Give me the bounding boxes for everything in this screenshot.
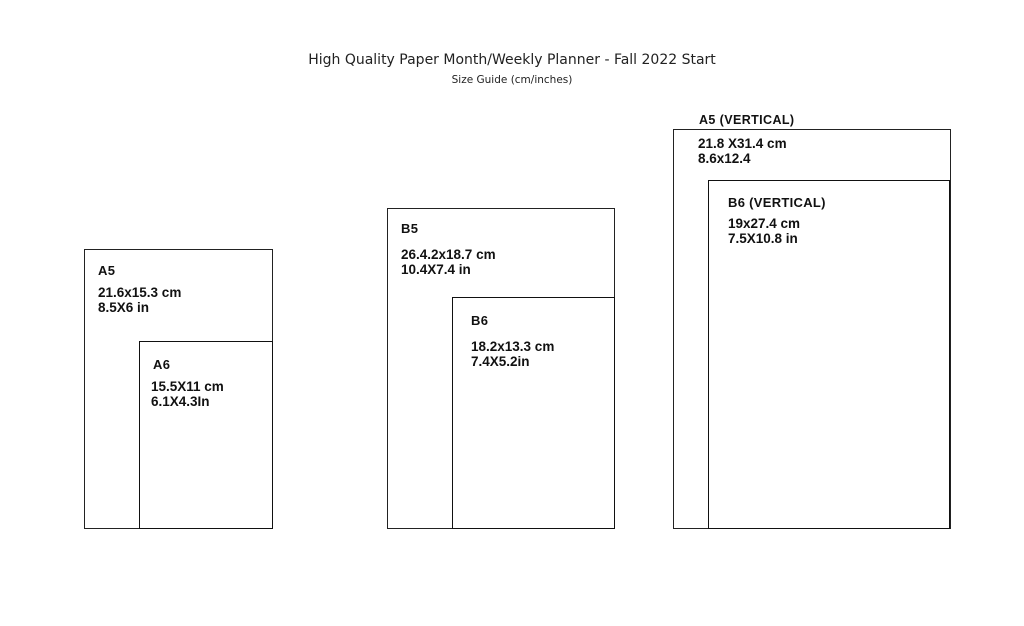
page-title: High Quality Paper Month/Weekly Planner - Fall 2022 Start [308, 52, 716, 68]
a6-dimensions [151, 379, 224, 409]
b6-label: B6 [471, 313, 489, 328]
a5-cm: 21.6x15.3 cm [98, 285, 182, 300]
a5-vertical-in: 8.6x12.4 [698, 151, 751, 166]
a5-label: A5 [98, 263, 116, 278]
a5-vertical-dimensions [698, 136, 787, 166]
a5-vertical-label: A5 (VERTICAL) [699, 113, 795, 127]
b6-vertical-label: B6 (VERTICAL) [728, 195, 826, 210]
a5-dimensions [98, 285, 181, 315]
b6-size-box [452, 297, 615, 529]
b6-vertical-cm: 19x27.4 cm [728, 216, 801, 231]
b5-label: B5 [401, 221, 419, 236]
b6-dimensions [471, 339, 554, 369]
b5-cm: 26.4.2x18.7 cm [401, 247, 496, 262]
b6-vertical-in: 7.5X10.8 in [728, 231, 798, 246]
b6-in: 7.4X5.2in [471, 354, 530, 369]
b5-in: 10.4X7.4 in [401, 262, 471, 277]
page-subtitle: Size Guide (cm/inches) [451, 74, 573, 86]
b6-vertical-dimensions [728, 216, 800, 246]
a6-in: 6.1X4.3In [151, 394, 210, 409]
b5-dimensions [401, 247, 496, 277]
a5-in: 8.5X6 in [98, 300, 150, 315]
a6-label: A6 [153, 357, 171, 372]
a6-cm: 15.5X11 cm [151, 379, 224, 394]
a5-vertical-cm: 21.8 X31.4 cm [698, 136, 787, 151]
b6-cm: 18.2x13.3 cm [471, 339, 555, 354]
